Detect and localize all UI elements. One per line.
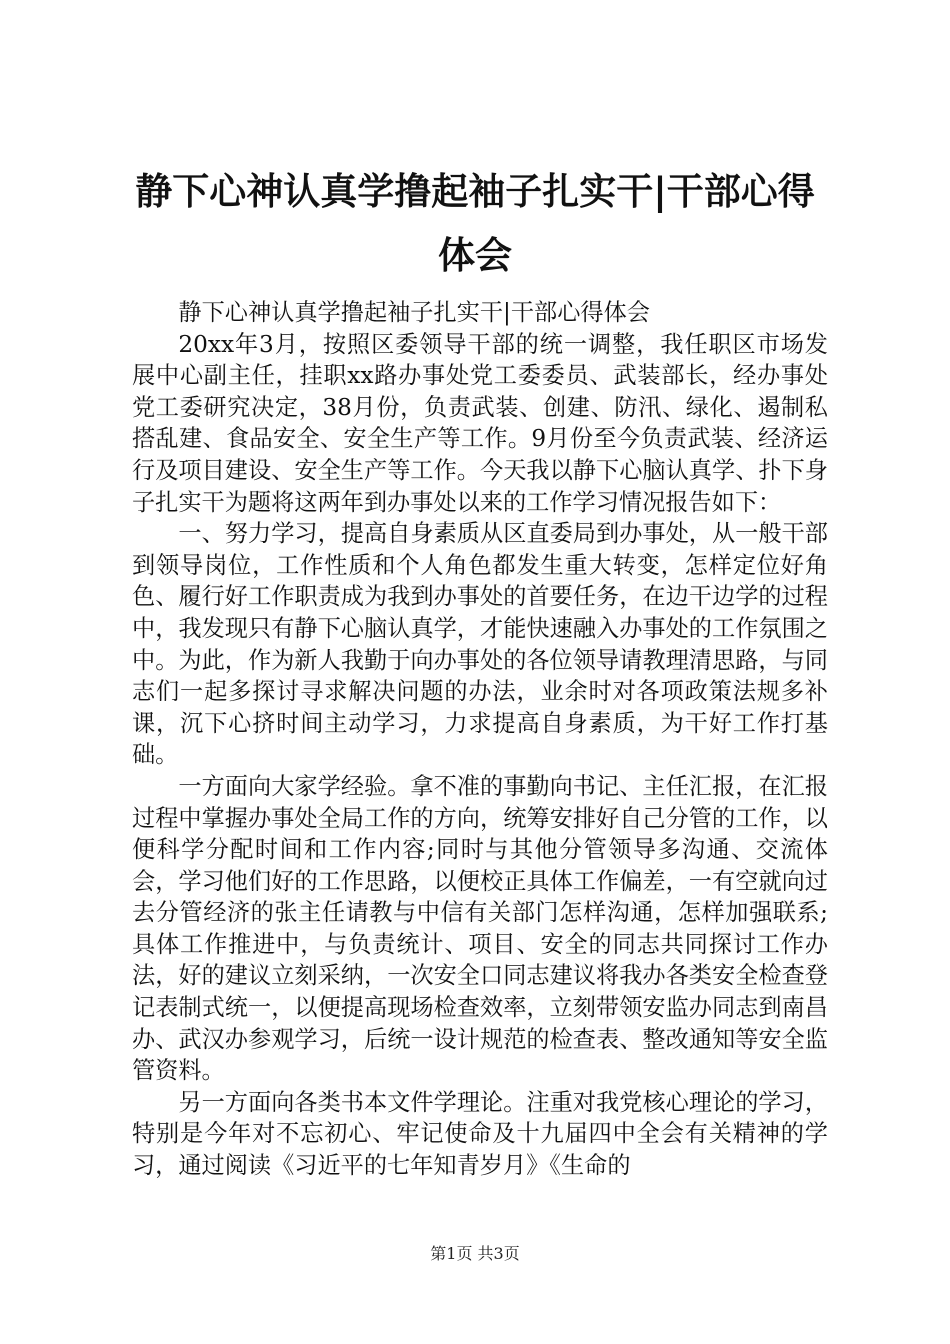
paragraph: 20xx年3月，按照区委领导干部的统一调整，我任职区市场发展中心副主任，挂职xx路办事处党工委委员、武装部长，经办事处党工委研究决定，38月份，负责武装、创建、防汛、绿化、遏制私搭乱建、食品安全、安全生产等工作。9月份至今负责武装、经济运行及项目建设、安全生产等工作。今天我以静下心脑认真学、扑下身子扎实干为题将这两年到办事处以来的工作学习情况报告如下：: [132, 330, 828, 516]
document-title: 静下心神认真学撸起袖子扎实干|干部心得体会: [135, 170, 815, 277]
paragraph: 另一方面向各类书本文件学理论。注重对我党核心理论的学习，特别是今年对不忘初心、牢记使命及十九届四中全会有关精神的学习，通过阅读《习近平的七年知青岁月》《生命的: [132, 1088, 828, 1180]
paragraph: 一、努力学习，提高自身素质从区直委局到办事处，从一般干部到领导岗位，工作性质和个人角色都发生重大转变，怎样定位好角色、履行好工作职责成为我到办事处的首要任务，在边干边学的过程中，我发现只有静下心脑认真学，才能快速融入办事处的工作氛围之中。为此，作为新人我勤于向办事处的各位领导请教理清思路，与同志们一起多探讨寻求解决问题的办法，业余时对各项政策法规多补课，沉下心挤时间主动学习，力求提高自身素质，为干好工作打基础。: [132, 520, 828, 769]
document-body: [132, 297, 828, 1182]
page-footer: 第1页 共3页: [430, 1244, 520, 1263]
paragraph: 一方面向大家学经验。拿不准的事勤向书记、主任汇报，在汇报过程中掌握办事处全局工作的方向，统筹安排好自己分管的工作，以便科学分配时间和工作内容;同时与其他分管领导多沟通、交流体会，学习他们好的工作思路，以便校正具体工作偏差，一有空就向过去分管经济的张主任请教与中信有关部门怎样沟通，怎样加强联系;具体工作推进中，与负责统计、项目、安全的同志共同探讨工作办法，好的建议立刻采纳，一次安全口同志建议将我办各类安全检查登记表制式统一，以便提高现场检查效率，立刻带领安监办同志到南昌办、武汉办参观学习，后统一设计规范的检查表、整改通知等安全监管资料。: [132, 772, 828, 1085]
paragraph: 静下心神认真学撸起袖子扎实干|干部心得体会: [178, 299, 650, 326]
